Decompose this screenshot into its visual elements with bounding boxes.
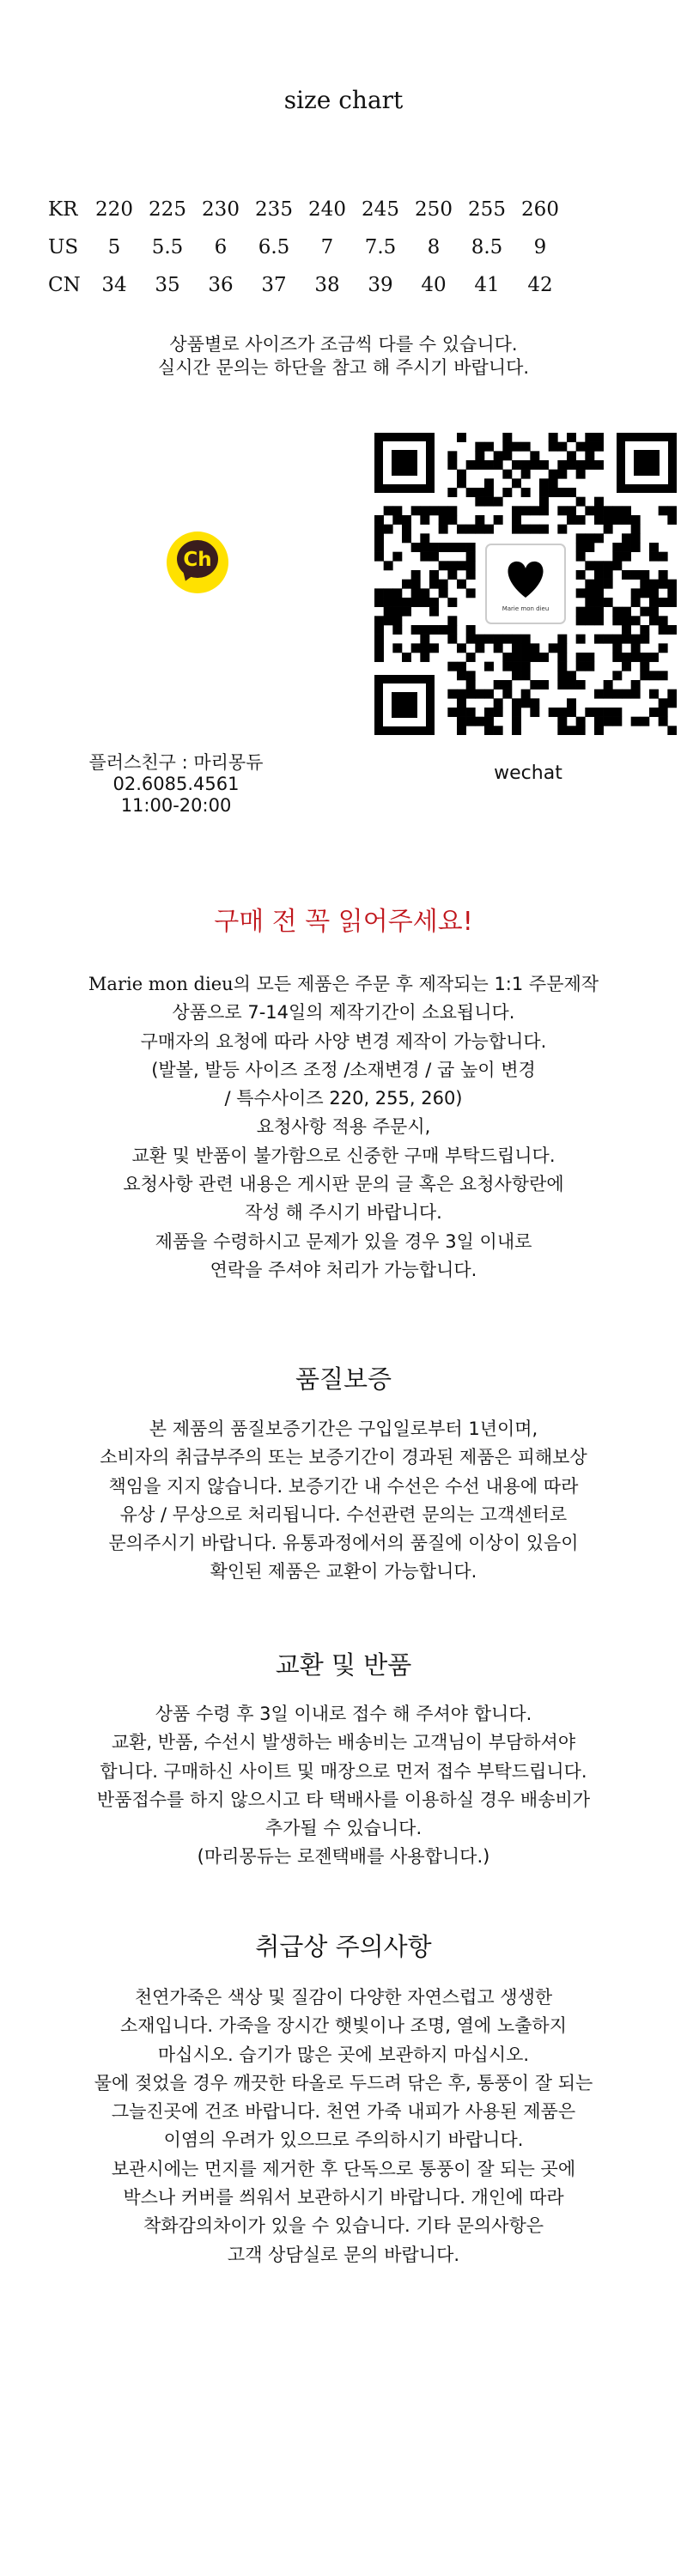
size-cell: 40 [421, 274, 447, 296]
size-cell: 36 [208, 274, 234, 296]
notice-line: 연락을 주셔야 처리가 가능합니다. [210, 1259, 477, 1280]
exchange-line: 반품접수를 하지 않으시고 타 택배사를 이용하실 경우 배송비가 [96, 1789, 591, 1810]
size-cell: 255 [468, 198, 506, 221]
quality-line: 책임을 지지 않습니다. 보증기간 내 수선은 수선 내용에 따라 [108, 1475, 579, 1497]
size-cell: 260 [521, 198, 559, 221]
care-line: 마십시오. 습기가 많은 곳에 보관하지 마십시오. [157, 2044, 530, 2065]
care-line: 그늘진곳에 건조 바랍니다. 천연 가죽 내피가 사용된 제품은 [111, 2101, 576, 2123]
size-cell: 41 [474, 274, 500, 296]
care-line: 천연가죽은 색상 및 질감이 다양한 자연스럽고 생생한 [134, 1987, 553, 2008]
quality-line: 본 제품의 품질보증기간은 구입일로부터 1년이며, [149, 1419, 538, 1439]
exchange-line: 상품 수령 후 3일 이내로 접수 해 주셔야 합니다. [155, 1704, 532, 1724]
brand-name: Marie mon dieu [88, 974, 234, 994]
row-label: KR [48, 198, 78, 221]
size-cell: 35 [155, 274, 180, 296]
size-chart-title: size chart [283, 86, 404, 114]
size-cell: 245 [362, 198, 399, 221]
exchange-line: 합니다. 구매하신 사이트 및 매장으로 먼저 접수 부탁드립니다. [100, 1760, 587, 1782]
size-cell: 240 [308, 198, 346, 221]
kakao-channel-icon[interactable] [167, 532, 228, 593]
size-cell: 8 [427, 236, 441, 258]
size-cell: 38 [314, 274, 340, 296]
size-cell: 37 [261, 274, 287, 296]
care-line: 보관시에는 먼지를 제거한 후 단독으로 통풍이 잘 되는 곳에 [111, 2158, 576, 2179]
quality-body [9, 1415, 678, 1587]
quality-title: 품질보증 [295, 1364, 392, 1394]
size-cell: 225 [149, 198, 186, 221]
exchange-line: 추가될 수 있습니다. [264, 1818, 423, 1839]
size-cell: 7.5 [364, 236, 397, 258]
size-row-us [48, 228, 567, 266]
care-line: 착화감의차이가 있을 수 있습니다. 기타 문의사항은 [143, 2215, 544, 2237]
notice-body [9, 970, 678, 1285]
size-cell: 220 [95, 198, 133, 221]
exchange-title: 교환 및 반품 [275, 1650, 412, 1680]
size-cell: 6 [214, 236, 228, 258]
quality-line: 문의주시기 바랍니다. 유통과정에서의 품질에 이상이 있음이 [108, 1533, 579, 1554]
business-hours: 11:00-20:00 [120, 795, 232, 816]
exchange-line: (마리몽듀는 로젠택배를 사용합니다.) [197, 1846, 490, 1868]
size-cell: 8.5 [471, 236, 503, 258]
notice-line: / 특수사이즈 220, 255, 260) [224, 1088, 463, 1109]
size-cell: 5 [107, 236, 121, 258]
care-line: 소재입니다. 가죽을 장시간 햇빛이나 조명, 열에 노출하지 [120, 2015, 567, 2037]
care-line: 박스나 커버를 씌워서 보관하시기 바랍니다. 개인에 따라 [123, 2187, 564, 2208]
wechat-qr-code [374, 433, 677, 735]
notice-line: 제품을 수령하시고 문제가 있을 경우 3일 이내로 [155, 1230, 532, 1252]
size-cell: 6.5 [258, 236, 290, 258]
size-cell: 34 [101, 274, 127, 296]
row-label: CN [48, 274, 81, 296]
row-label: US [48, 236, 79, 258]
notice-line [9, 970, 678, 999]
care-line: 이염의 우려가 있으므로 주의하시기 바랍니다. [163, 2129, 524, 2151]
size-chart-table [48, 191, 567, 304]
quality-line: 유상 / 무상으로 처리됩니다. 수선관련 문의는 고객센터로 [119, 1504, 568, 1525]
notice-line: 요청사항 적용 주문시, [256, 1116, 431, 1138]
notice-line: 실시간 문의는 하단을 참고 해 주시기 바랍니다. [157, 357, 530, 378]
notice-first-line: 의 모든 제품은 주문 후 제작되는 1:1 주문제작 [233, 974, 599, 994]
kakao-contact-info [69, 752, 283, 817]
care-title: 취급상 주의사항 [255, 1932, 432, 1961]
qr-finder-bl [374, 675, 435, 735]
size-cell: 39 [368, 274, 393, 296]
wechat-label: wechat [494, 762, 562, 784]
size-cell: 9 [533, 236, 547, 258]
phone-number[interactable]: 02.6085.4561 [112, 774, 240, 794]
exchange-line: 교환, 반품, 수선시 발생하는 배송비는 고객님이 부담하셔야 [111, 1732, 576, 1753]
size-cell: 230 [202, 198, 240, 221]
exchange-body [9, 1700, 678, 1872]
kakao-icon-label: Ch [183, 549, 212, 571]
notice-line: 작성 해 주시기 바랍니다. [245, 1202, 442, 1224]
kakao-plus-friend: 플러스친구 : 마리몽듀 [88, 752, 264, 773]
quality-line: 확인된 제품은 교환이 가능합니다. [210, 1561, 477, 1583]
notice-line: (발볼, 발등 사이즈 조정 /소재변경 / 굽 높이 변경 [151, 1059, 536, 1080]
size-cell: 7 [320, 236, 334, 258]
qr-center-logo [486, 544, 565, 623]
qr-logo-caption: Marie mon dieu [502, 605, 550, 612]
care-line: 물에 젖었을 경우 깨끗한 타올로 두드려 닦은 후, 통풍이 잘 되는 [94, 2072, 593, 2093]
notice-line: 교환 및 반품이 불가함으로 신중한 구매 부탁드립니다. [131, 1145, 556, 1166]
notice-title: 구매 전 꼭 읽어주세요! [214, 907, 473, 937]
notice-line: 상품별로 사이즈가 조금씩 다를 수 있습니다. [169, 334, 518, 355]
size-row-kr [48, 191, 567, 228]
notice-line: 상품으로 7-14일의 제작기간이 소요됩니다. [172, 1002, 515, 1024]
size-cell: 5.5 [151, 236, 184, 258]
notice-line: 구매자의 요청에 따라 사양 변경 제작이 가능합니다. [140, 1030, 547, 1052]
size-notice [0, 333, 687, 380]
size-cell: 42 [527, 274, 553, 296]
qr-finder-tr [617, 433, 677, 493]
qr-finder-tl [374, 433, 435, 493]
care-body [9, 1984, 678, 2269]
size-row-cn [48, 266, 567, 304]
size-cell: 250 [415, 198, 453, 221]
quality-line: 소비자의 취급부주의 또는 보증기간이 경과된 제품은 피해보상 [100, 1447, 587, 1468]
size-cell: 235 [255, 198, 293, 221]
notice-line: 요청사항 관련 내용은 게시판 문의 글 혹은 요청사항란에 [123, 1174, 564, 1195]
care-line: 고객 상담실로 문의 바랍니다. [227, 2244, 460, 2265]
